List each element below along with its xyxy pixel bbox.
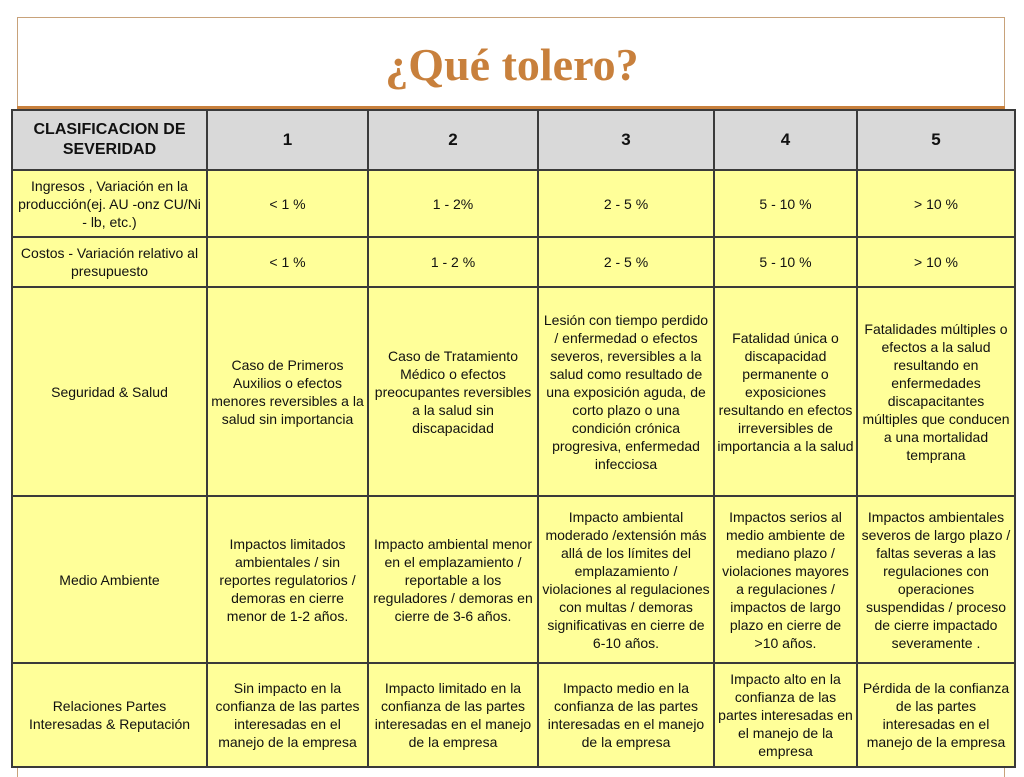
table-cell: Caso de Primeros Auxilios o efectos menores reversibles a la salud sin importancia xyxy=(207,287,368,496)
header-level-5: 5 xyxy=(857,110,1015,170)
table-cell: Impacto ambiental menor en el emplazamiento / reportable a los reguladores / demoras en cierre de 3-6 años. xyxy=(368,496,538,663)
header-level-3: 3 xyxy=(538,110,714,170)
row-label: Medio Ambiente xyxy=(12,496,207,663)
table-cell: 5 - 10 % xyxy=(714,170,857,237)
table-cell: Impacto medio en la confianza de las partes interesadas en el manejo de la empresa xyxy=(538,663,714,767)
table-row-relaciones xyxy=(12,663,1015,767)
table-cell: Impacto ambiental moderado /extensión más allá de los límites del emplazamiento / violaciones al regulaciones con multas / demoras significativas en cierre de 6-10 años. xyxy=(538,496,714,663)
table-cell: Fatalidad única o discapacidad permanente o exposiciones resultando en efectos irreversibles de importancia a la salud xyxy=(714,287,857,496)
table-cell: Impactos ambientales severos de largo plazo / faltas severas a las regulaciones con operaciones suspendidas / proceso de cierre impactado severamente . xyxy=(857,496,1015,663)
table-cell: 2 - 5 % xyxy=(538,237,714,287)
table-cell: Impactos serios al medio ambiente de mediano plazo / violaciones mayores a regulaciones / impactos de largo plazo en cierre de >10 años. xyxy=(714,496,857,663)
table-cell: Caso de Tratamiento Médico o efectos preocupantes reversibles a la salud sin discapacidad xyxy=(368,287,538,496)
slide-title: ¿Qué tolero? xyxy=(385,39,639,90)
table-cell: > 10 % xyxy=(857,170,1015,237)
row-label: Ingresos , Variación en la producción(ej. AU -onz CU/Ni - lb, etc.) xyxy=(12,170,207,237)
table-cell: 1 - 2 % xyxy=(368,237,538,287)
header-classification: CLASIFICACION DE SEVERIDAD xyxy=(12,110,207,170)
row-label: Costos - Variación relativo al presupuesto xyxy=(12,237,207,287)
severity-table xyxy=(11,109,1016,768)
table-header-row xyxy=(12,110,1015,170)
table-cell: Sin impacto en la confianza de las partes interesadas en el manejo de la empresa xyxy=(207,663,368,767)
table-row-costos xyxy=(12,237,1015,287)
header-level-2: 2 xyxy=(368,110,538,170)
table-cell: Pérdida de la confianza de las partes interesadas en el manejo de la empresa xyxy=(857,663,1015,767)
header-level-4: 4 xyxy=(714,110,857,170)
row-label: Relaciones Partes Interesadas & Reputación xyxy=(12,663,207,767)
table-cell: Lesión con tiempo perdido / enfermedad o efectos severos, reversibles a la salud como resultado de una exposición aguda, de corto plazo o una condición crónica progresiva, enfermedad infecciosa xyxy=(538,287,714,496)
table-cell: Impacto alto en la confianza de las partes interesadas en el manejo de la empresa xyxy=(714,663,857,767)
header-level-1: 1 xyxy=(207,110,368,170)
table-cell: Impactos limitados ambientales / sin reportes regulatorios / demoras en cierre menor de 1-2 años. xyxy=(207,496,368,663)
table-cell: < 1 % xyxy=(207,237,368,287)
table-row-seguridad xyxy=(12,287,1015,496)
table-cell: Fatalidades múltiples o efectos a la salud resultando en enfermedades discapacitantes múltiples que conducen a una mortalidad temprana xyxy=(857,287,1015,496)
row-label: Seguridad & Salud xyxy=(12,287,207,496)
table-row-medio-ambiente xyxy=(12,496,1015,663)
table-cell: Impacto limitado en la confianza de las partes interesadas en el manejo de la empresa xyxy=(368,663,538,767)
table-cell: 5 - 10 % xyxy=(714,237,857,287)
table-cell: > 10 % xyxy=(857,237,1015,287)
table-cell: 2 - 5 % xyxy=(538,170,714,237)
table-row-ingresos xyxy=(12,170,1015,237)
table-cell: < 1 % xyxy=(207,170,368,237)
table-cell: 1 - 2% xyxy=(368,170,538,237)
